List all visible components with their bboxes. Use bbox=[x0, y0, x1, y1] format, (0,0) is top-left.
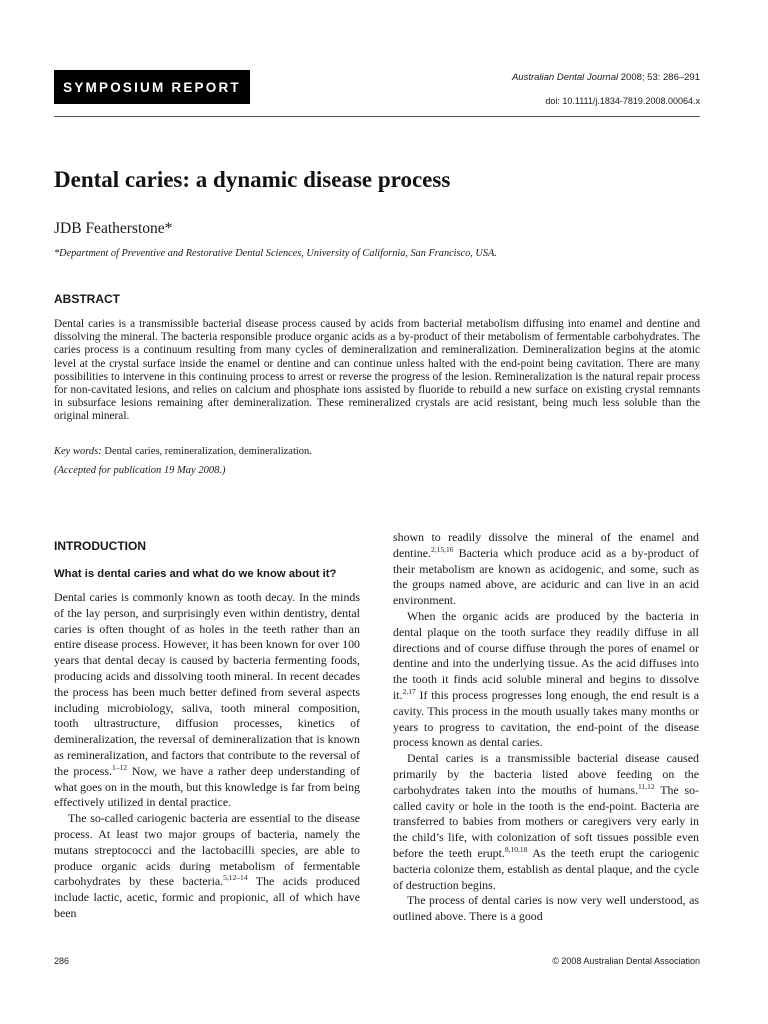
citation-ref: 11,12 bbox=[638, 781, 655, 791]
journal-name: Australian Dental Journal bbox=[511, 72, 619, 83]
paragraph: shown to readily dissolve the mineral of the enamel and dentine.$^{2,15,16}$ Bacteria which produce acid as a by-product of their metabolism are known as acidogenic, and some, such as the groups named above, are aciduric and can live in an acid environment. bbox=[393, 530, 699, 608]
section-badge: SYMPOSIUM REPORT bbox=[54, 70, 250, 104]
paragraph: The process of dental caries is now very well understood, as outlined above. There is a good bbox=[393, 893, 699, 924]
affiliation: *Department of Preventive and Restorative Dental Sciences, University of California, San Francisco, USA. bbox=[54, 248, 497, 259]
keywords bbox=[54, 446, 312, 457]
citation-ref: 2,15,16 bbox=[430, 544, 454, 554]
citation-ref: 1–12 bbox=[112, 762, 127, 772]
keywords-label: Key words: bbox=[54, 446, 102, 457]
body-column-left bbox=[54, 538, 360, 922]
abstract-text: Dental caries is a transmissible bacterial disease process caused by acids from bacterial metabolism diffusing into enamel and dentine and dissolving the mineral. The bacteria responsible produce organic acids as a by-product of their metabolism of fermentable carbohydrates. The caries process is a continuum resulting from many cycles of demineralization and remineralization. Demineralization begins at the atomic level at the crystal surface inside the enamel or dentine and can continue unless halted with the end-point being cavitation. There are many possibilities to intervene in this continuing process to arrest or reverse the progress of the lesion. Remineralization is the natural repair process for non-cavitated lesions, and relies on calcium and phosphate ions assisted by fluoride to rebuild a new surface on existing crystal remnants in subsurface lesions remaining after demineralization. These remineralized crystals are acid resistant, being much less soluble than the original mineral. bbox=[54, 318, 700, 423]
journal-volume-pages: 2008; 53: 286–291 bbox=[618, 72, 700, 83]
citation-ref: 2,17 bbox=[402, 687, 416, 696]
article-title: Dental caries: a dynamic disease process bbox=[54, 167, 451, 192]
keywords-list: Dental caries, remineralization, demineralization. bbox=[101, 446, 312, 457]
introduction-heading: INTRODUCTION bbox=[54, 539, 146, 553]
paragraph: Dental caries is a transmissible bacterial disease caused primarily by the bacteria listed above feeding on the carbohydrates taken into the mouths of humans.$^{11,12}$ The so-called cavity or hole in the tooth is the end-point. Bacteria are transferred to babies from mothers or caregivers very early in the child’s life, with colonization of soft tissues possible even before the teeth erupt.$^{8,10,18}$ As the teeth erupt the cariogenic bacteria colonize them, establish as dental plaque, and the cycle of destruction begins. bbox=[393, 751, 700, 892]
citation-ref: 5,12–14 bbox=[223, 873, 248, 883]
body-column-right bbox=[393, 530, 699, 925]
section-subheading: What is dental caries and what do we know about it? bbox=[54, 568, 337, 580]
accepted-date: (Accepted for publication 19 May 2008.) bbox=[54, 465, 226, 476]
abstract-heading: ABSTRACT bbox=[54, 292, 120, 306]
header-divider bbox=[54, 116, 700, 117]
doi: doi: 10.1111/j.1834-7819.2008.00064.x bbox=[545, 96, 700, 106]
paragraph: When the organic acids are produced by the bacteria in dental plaque on the tooth surface they readily diffuse in all directions and of course diffuse through the pores of enamel or dentine and into the underlying tissue. As the acid diffuses into the tooth it finds acid soluble mineral and begins to dissolve it.$^{2,17}$ If this process progresses long enough, the end result is a cavity. This process in the mouth usually takes many months or years to progress to cavitation, the end-point of the disease process known as dental caries. bbox=[393, 608, 699, 750]
page-number: 286 bbox=[54, 956, 70, 966]
paragraph: The so-called cariogenic bacteria are essential to the disease process. At least two major groups of bacteria, namely the mutans streptococci and the lactobacilli species, are able to produce organic acids during metabolism of fermentable carbohydrates by these bacteria.$^{5,12-14}$ The acids produced include lactic, acetic, formic and propionic, all of which have been bbox=[54, 811, 360, 920]
copyright: © 2008 Australian Dental Association bbox=[552, 956, 700, 966]
journal-citation bbox=[512, 72, 700, 83]
author: JDB Featherstone* bbox=[54, 220, 173, 237]
paragraph: Dental caries is commonly known as tooth decay. In the minds of the lay person, and surprisingly even within dentistry, dental caries is often thought of as holes in the teeth rather than an entire disease process. However, it has been known for over 100 years that dental decay is caused by bacteria fermenting foods, producing acids and dissolving tooth mineral. In recent decades the process has been much better defined from several aspects including microbiology, saliva, tooth mineral composition, tooth ultrastructure, diffusion processes, kinetics of demineralization, the reversal of demineralization that is known as remineralization, and factors that contribute to the reversal of the process.$^{1-12}$ Now, we have a rather deep understanding of what goes on in the mouth, but this knowledge is far from being effectively utilized in dental practice. bbox=[54, 590, 360, 810]
citation-ref: 8,10,18 bbox=[504, 844, 528, 854]
